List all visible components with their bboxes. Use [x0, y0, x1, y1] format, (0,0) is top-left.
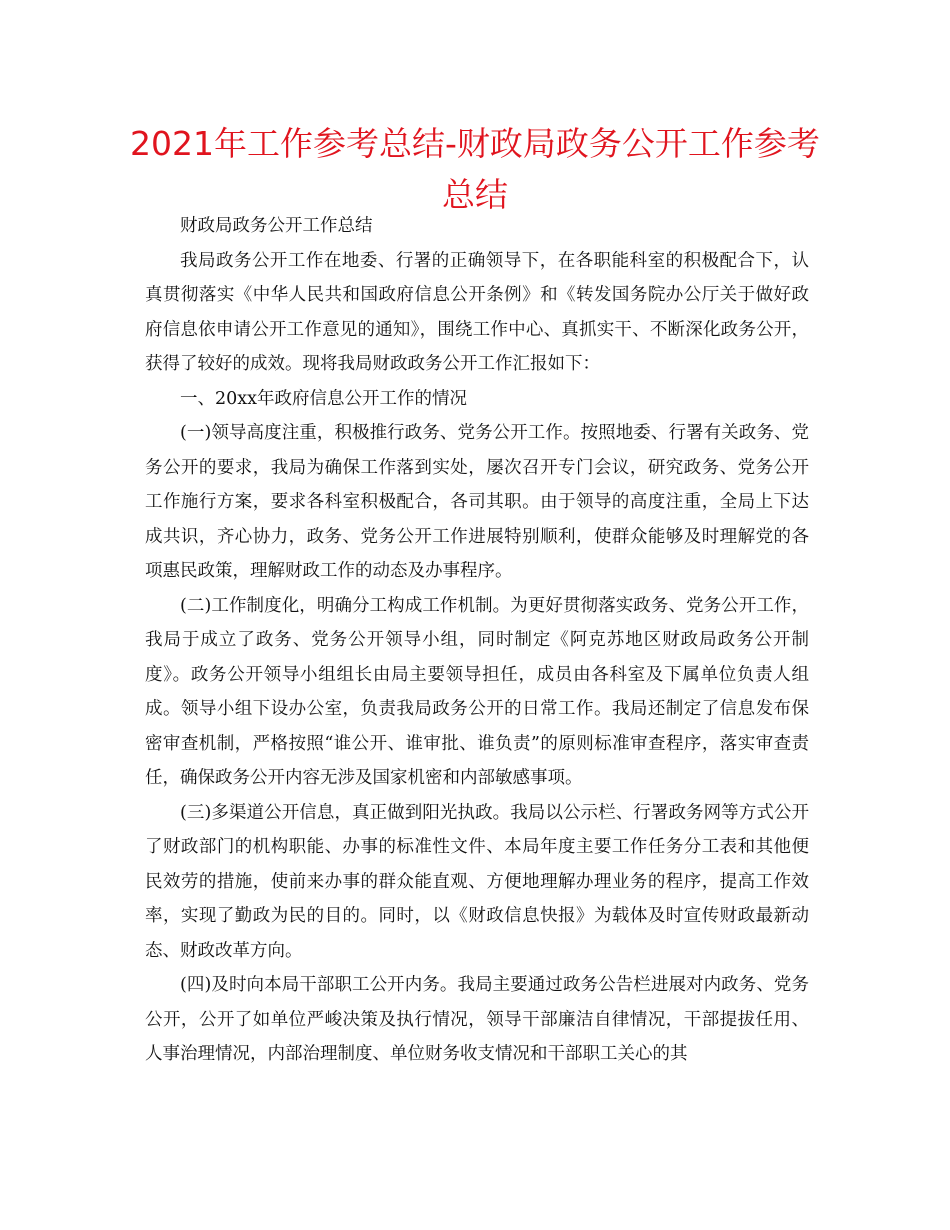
document-title: 2021年工作参考总结-财政局政务公开工作参考总结: [130, 124, 820, 214]
section-heading: 一、20xx年政府信息公开工作的情况: [180, 388, 468, 409]
body-paragraph-2: (二)工作制度化，明确分工构成工作机制。为更好贯彻落实政务、党务公开工作，我局于成立了政务、党务公开领导小组，同时制定《阿克苏地区财政局政务公开制度》。政务公开领导小组组长由局主要领导担任，成员由各科室及下属单位负责人组成。领导小组下设办公室，负责我局政务公开的日常工作。我局还制定了信息发布保密审查机制，严格按照“谁公开、谁审批、谁负责”的原则标准审查程序，落实审查责任，确保政务公开内容无涉及国家机密和内部敏感事项。: [145, 595, 809, 788]
body-paragraph-1: (一)领导高度注重，积极推行政务、党务公开工作。按照地委、行署有关政务、党务公开的要求，我局为确保工作落到实处，屡次召开专门会议，研究政务、党务公开工作施行方案，要求各科室积极配合，各司其职。由于领导的高度注重，全局上下达成共识，齐心协力，政务、党务公开工作进展特别顺利，使群众能够及时理解党的各项惠民政策，理解财政工作的动态及办事程序。: [145, 423, 809, 581]
body-paragraph-4: (四)及时向本局干部职工公开内务。我局主要通过政务公告栏进展对内政务、党务公开，公开了如单位严峻决策及执行情况，领导干部廉洁自律情况，干部提拔任用、人事治理情况，内部治理制度、单位财务收支情况和干部职工关心的其: [145, 975, 809, 1064]
body-paragraph-intro: 我局政务公开工作在地委、行署的正确领导下，在各职能科室的积极配合下，认真贯彻落实《中华人民共和国政府信息公开条例》和《转发国务院办公厅关于做好政府信息依申请公开工作意见的通知》，围绕工作中心、真抓实干、不断深化政务公开，获得了较好的成效。现将我局财政政务公开工作汇报如下：: [145, 250, 809, 374]
document-body: [145, 209, 809, 1072]
body-subtitle: 财政局政务公开工作总结: [180, 216, 373, 236]
body-paragraph-3: (三)多渠道公开信息，真正做到阳光执政。我局以公示栏、行署政务网等方式公开了财政部门的机构职能、办事的标准性文件、本局年度主要工作任务分工表和其他便民效劳的措施，使前来办事的群众能直观、方便地理解办理业务的程序，提高工作效率，实现了勤政为民的目的。同时，以《财政信息快报》为载体及时宣传财政最新动态、财政改革方向。: [145, 802, 809, 961]
